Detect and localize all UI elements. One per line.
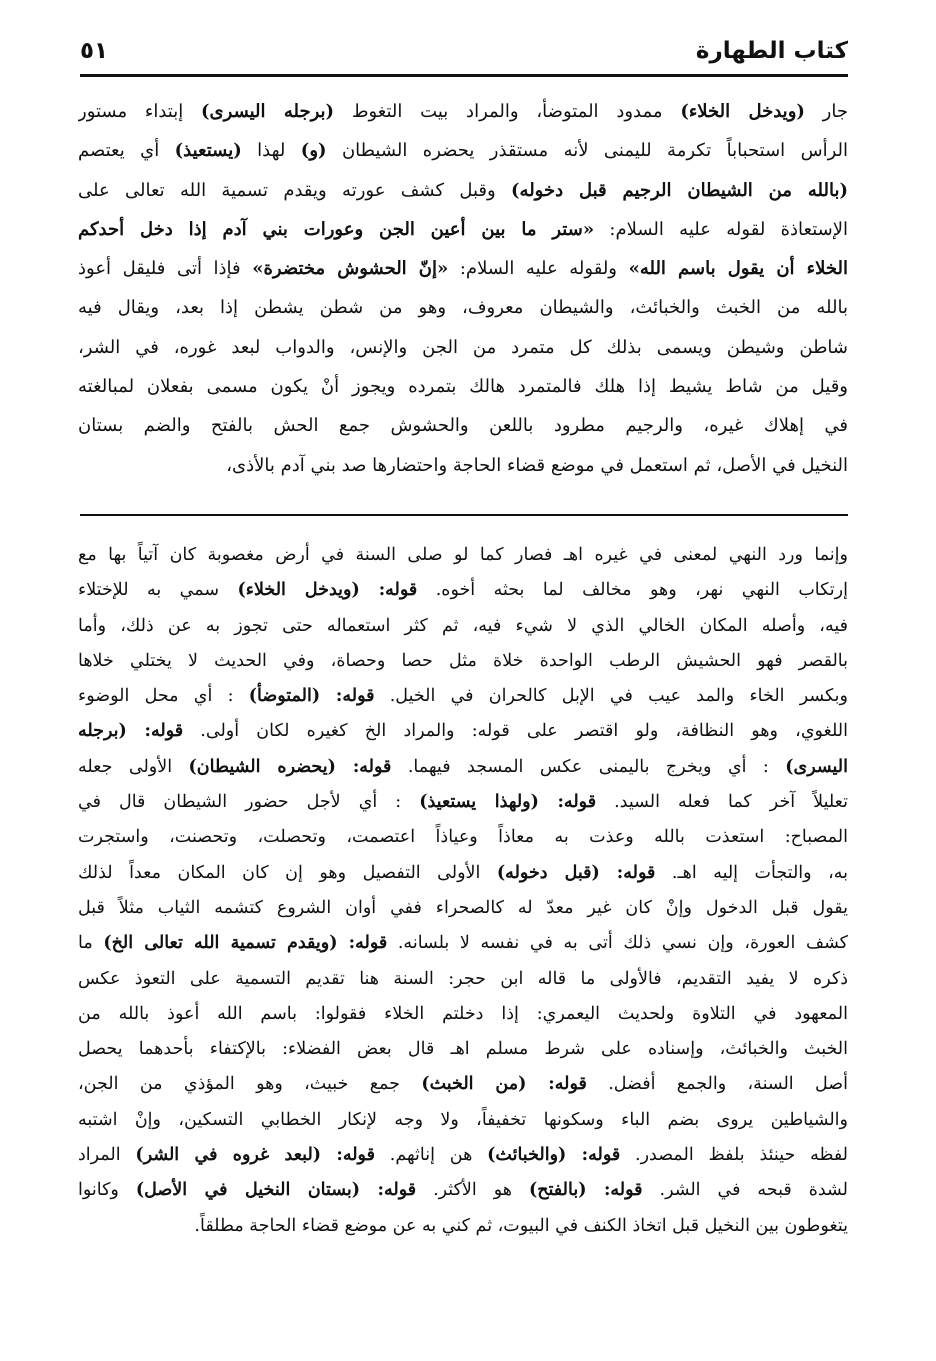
main-text-line [78,406,848,445]
commentary-line [78,644,848,679]
bold-phrase: قوله: (المتوضأ) [248,686,375,707]
text-run: جار [804,101,848,122]
text-run: ما [78,933,104,954]
bold-phrase: (بالله من الشيطان الرجيم قبل دخوله) [511,179,848,201]
text-run: إرتكاب النهي نهر، وهو مخالف لما بحثه أخوه. [417,580,848,601]
commentary-line [78,926,848,961]
text-run: وقيل من شاط يشيط إذا هلك فالمتمرد هالك بتمرده ويجوز أنْ يكون مسمى بفعلان لمبالغته [78,376,848,398]
main-text-line [78,92,848,131]
text-run: في إهلاك غيره، والرجيم مطرود باللعن والحشوش جمع الحش بالفتح والضم بستان [78,415,848,437]
text-run: المعهود في التلاوة ولحديث اليعمري: إذا دخلتم الخلاء فقولوا: باسم الله أعوذ بالله من [78,1003,848,1024]
bold-phrase: قوله: (ولهذا يستعيذ) [419,792,597,813]
text-run: كشف العورة، وإن نسي ذلك أتى به في نفسه لا بلسانه. [387,933,848,954]
text-run: بالله من الخبث والخبائث، والشيطان معروف، وهو من شطن يشطن إذا بعد، ويقال فيه [78,297,848,319]
bold-phrase: قوله: (بستان النخيل في الأصل) [135,1180,417,1201]
text-run: وإنما ورد النهي لمعنى في غيره اهـ فصار كما لو صلى السنة في أرض مغصوبة كان آتياً بها مع [78,545,848,565]
text-run: وكانوا [78,1180,136,1201]
commentary-line [78,1067,848,1102]
commentary-line [78,573,848,608]
text-run: أي يعتصم [78,140,175,162]
bold-phrase: (و) [300,140,327,162]
text-run: وقبل كشف عورته ويقدم تسمية الله تعالى على [78,179,512,201]
text-run: الإستعاذة لقوله عليه السلام: [594,218,848,240]
text-run: والشياطين يروى بضم الباء وسكونها تخفيفاً، ولا وجه لإنكار الخطابي التسكين، وإنْ اشتبه [78,1109,848,1130]
text-run: الأولى جعله [78,756,189,777]
commentary-line [78,856,848,891]
commentary-line [78,538,848,573]
text-run: يقول قبل الدخول وإنْ كان غير معدّ له كالصحراء ففي أوان الشروع كتشمه الثياب مثلاً قبل [78,897,848,918]
text-run: فيه، وأصله المكان الخالي الذي لا شيء فيه، ثم كثر استعماله حتى تجوز به عن ذلك، وأما [78,615,848,636]
bold-phrase: قوله: (ويدخل الخلاء) [237,580,418,601]
commentary-line [78,962,848,997]
text-run: سمي به للإختلاء [78,580,238,601]
text-run: الرأس استحباباً تكرمة لليمنى لأنه مستقذر يحضره الشيطان [326,140,848,162]
text-run: لهذا [241,140,301,162]
text-run: شاطن وشيطن ويسمى بذلك كل متمرد من الجن والإنس، والدواب لبعد غوره، في الشر، [78,336,848,358]
main-text-block [78,92,848,485]
text-run: يتغوطون بين النخيل قبل اتخاذ الكنف في البيوت، ثم كني به عن موضع قضاء الحاجة مطلقاً. [194,1215,848,1236]
text-run: المراد [78,1145,136,1166]
book-title: كتاب الطهارة [695,38,848,64]
text-run: الخبث والخبائث، وإسناده على شرط مسلم اهـ قال بعض الفضلاء: بالإكتفاء بأحدهما يحصل [78,1039,848,1060]
text-run: : أي ويخرج باليمنى عكس المسجد فيهما. [391,756,786,777]
main-text-line [78,288,848,327]
text-run: المصباح: استعذت بالله وعذت به معاذاً وعياذاً اعتصمت، وتحصلت، وتحصنت، واستجرت [78,827,848,848]
text-run: لشدة قبحه في الشر. [642,1180,848,1201]
commentary-text-block [78,538,848,1244]
commentary-line [78,997,848,1032]
main-text-line [78,249,848,288]
commentary-line [78,1103,848,1138]
text-run: اللغوي، وهو النظافة، ولو اقتصر على قوله: والمراد الخ كغيره لكان أولى. [183,721,848,742]
commentary-line [78,750,848,785]
text-run: وبكسر الخاء والمد عيب في الإبل كالحران في الخيل. [374,686,848,707]
page-number: ٥١ [80,38,109,64]
bold-phrase: قوله: (قبل دخوله) [496,862,656,883]
text-run: الأولى التفصيل وهو إن كان المكان معداً لذلك [78,862,497,883]
text-run: ذكره لا يفيد التقديم، فالأولى ما قاله ابن حجر: السنة هنا تقديم التسمية على التعوذ عكس [78,968,848,989]
bold-phrase: قوله: (ويقدم تسمية الله تعالى الخ) [103,933,388,954]
bold-phrase: «ستر ما بين أعين الجن وعورات بني آدم إذا دخل أحدكم [78,218,595,240]
commentary-line [78,609,848,644]
bold-phrase: (برجله اليسرى) [201,101,335,122]
main-text-line [78,367,848,406]
footnote-separator-rule [80,514,848,516]
bold-phrase: الخلاء أن يقول باسم الله» [628,258,848,280]
main-text-line [78,131,848,170]
bold-phrase: «إنّ الحشوش مختضرة» [252,258,449,280]
commentary-line [78,820,848,855]
bold-phrase: (يستعيذ) [174,140,242,162]
text-run: بالقصر فهو الحشيش الرطب الواحدة خلاة مثل حصا وحصاة، وفي الحديث لا يختلي خلاها [78,650,848,671]
bold-phrase: قوله: (يحضره الشيطان) [188,756,392,777]
text-run: ولقوله عليه السلام: [448,258,629,280]
text-run: ممدود المتوضأ، والمراد بيت التغوط [334,101,681,122]
text-run: به، والتجأت إليه اهـ. [655,862,848,883]
main-text-line [78,446,848,485]
main-text-line [78,210,848,249]
bold-phrase: قوله: (برجله [78,721,184,742]
bold-phrase: اليسرى) [785,756,848,777]
bold-phrase: قوله: (بالفتح) [528,1180,643,1201]
bold-phrase: قوله: (والخبائث) [487,1145,621,1166]
text-run: هو الأكثر. [416,1180,529,1201]
commentary-line [78,714,848,749]
commentary-line [78,785,848,820]
page-header [80,34,848,68]
bold-phrase: قوله: (لبعد غروه في الشر) [135,1145,375,1166]
bold-phrase: قوله: (من الخبث) [421,1074,587,1095]
commentary-line [78,1209,848,1244]
text-run: أصل السنة، والجمع أفضل. [586,1074,848,1095]
text-run: تعليلاً آخر كما فعله السيد. [596,792,848,813]
text-run: هن إناثهم. [374,1145,488,1166]
text-run: إبتداء مستور [78,101,202,122]
bold-phrase: (ويدخل الخلاء) [680,101,805,122]
main-text-line [78,171,848,210]
commentary-line [78,1173,848,1208]
main-text-line [78,328,848,367]
text-run: النخيل في الأصل، ثم استعمل في موضع قضاء الحاجة واحتضارها صد بني آدم بالأذى، [226,454,848,476]
text-run: : أي محل الوضوء [78,686,249,707]
commentary-line [78,1032,848,1067]
header-rule [80,74,848,77]
text-run: : أي لأجل حضور الشيطان قال في [78,792,420,813]
commentary-line [78,679,848,714]
text-run: جمع خبيث، وهو المؤذي من الجن، [78,1074,422,1095]
commentary-line [78,891,848,926]
text-run: فإذا أتى فليقل أعوذ [78,258,253,280]
text-run: لفظه حينئذ بلفظ المصدر. [620,1145,848,1166]
commentary-line [78,1138,848,1173]
